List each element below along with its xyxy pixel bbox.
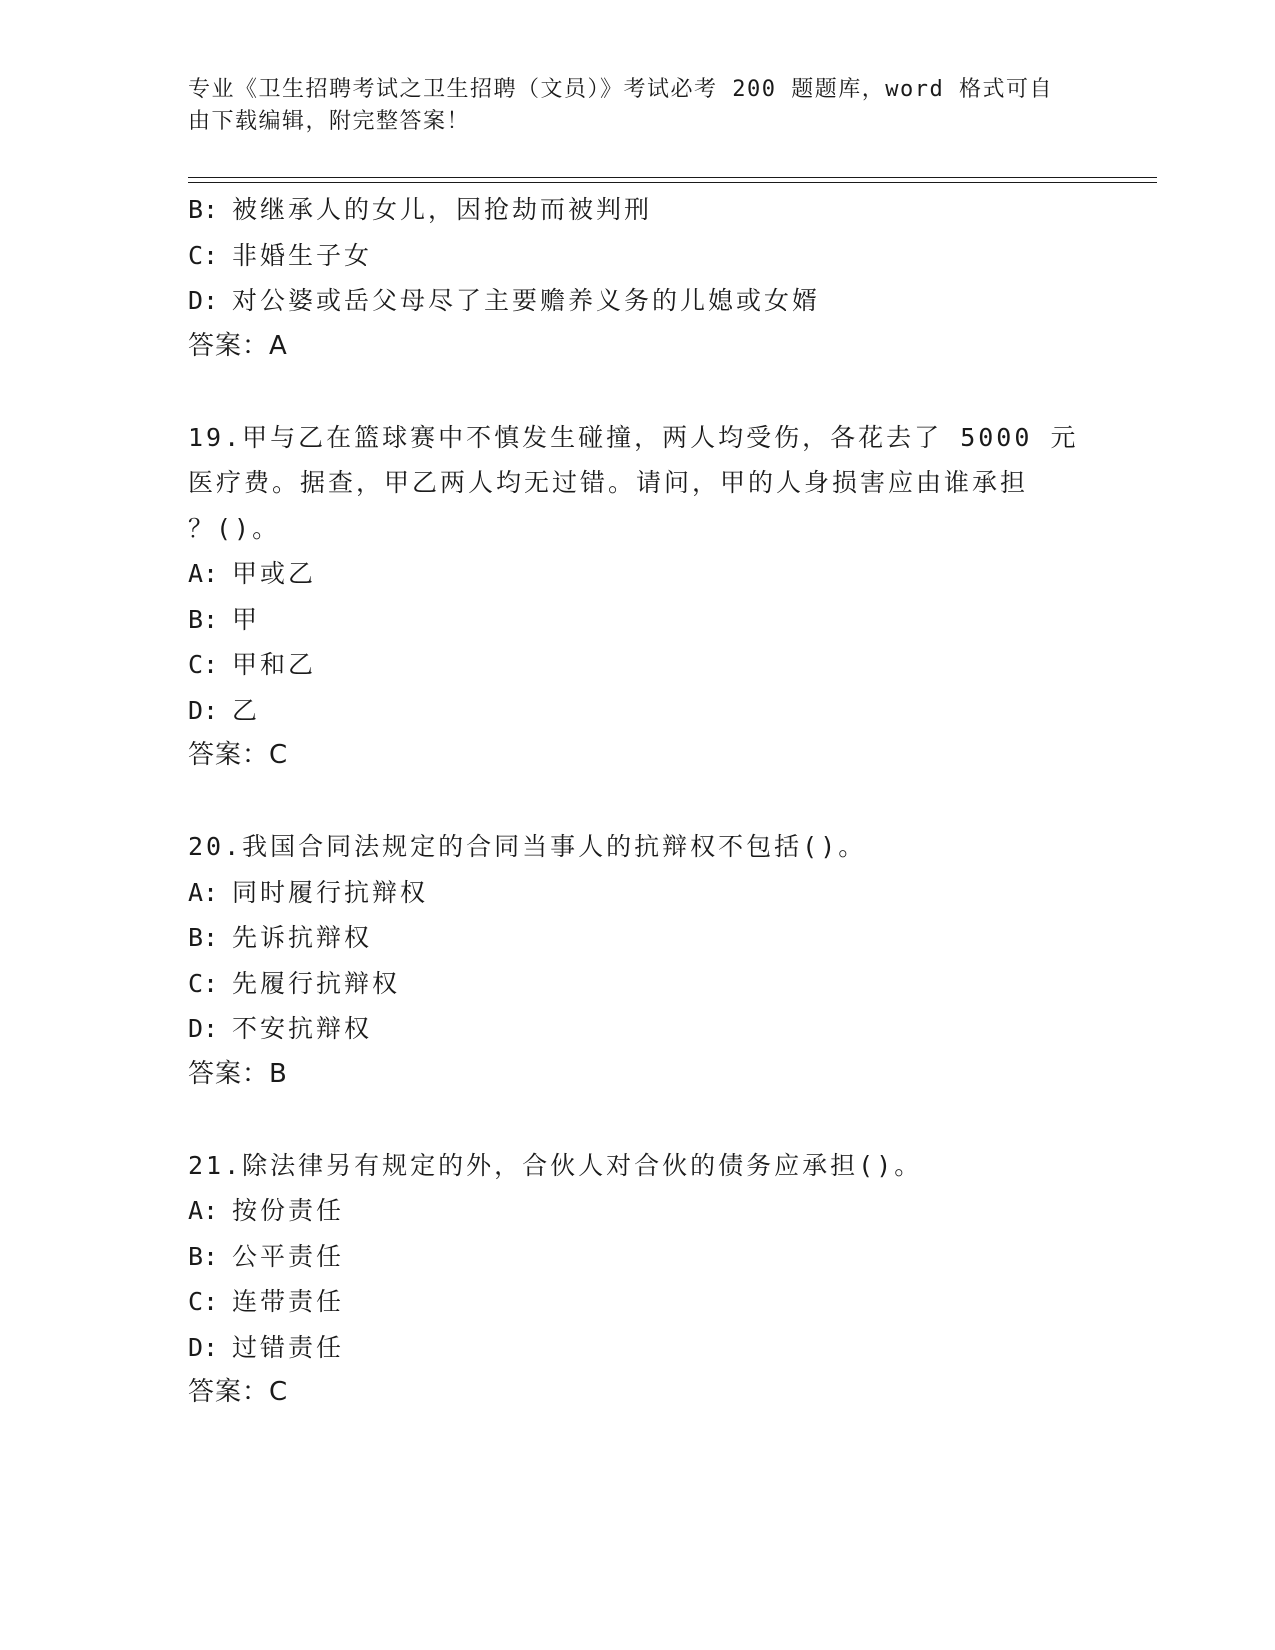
header-line-2: 由下载编辑，附完整答案！ — [188, 109, 471, 134]
option-text: 甲或乙 — [232, 559, 317, 588]
option-d — [188, 688, 1078, 734]
option-letter: A: — [188, 1196, 219, 1225]
option-letter: D: — [188, 286, 219, 315]
option-text: 非婚生子女 — [232, 240, 373, 270]
option-text: 不安抗辩权 — [232, 1014, 373, 1043]
question-text-line: 医疗费。据查，甲乙两人均无过错。请问，甲的人身损害应由谁承担 — [188, 468, 1029, 497]
option-c — [188, 642, 1078, 688]
spacer — [188, 1097, 1078, 1143]
header-line-1: 专业《卫生招聘考试之卫生招聘（文员）》考试必考 200 题题库，word 格式可自 — [188, 77, 1053, 102]
option-letter: B: — [188, 604, 219, 634]
option-text: 先诉抗辩权 — [232, 923, 373, 952]
option-d — [188, 278, 1078, 324]
question-content — [188, 187, 1078, 1416]
option-b — [188, 915, 1078, 961]
option-d — [188, 1325, 1078, 1371]
option-text: 连带责任 — [232, 1287, 345, 1316]
option-letter: B: — [188, 195, 219, 224]
option-letter: D: — [188, 1332, 219, 1362]
option-letter: A: — [188, 877, 219, 907]
option-c — [188, 233, 1078, 279]
option-a — [188, 1188, 1078, 1234]
option-letter: B: — [188, 923, 219, 952]
option-text: 甲和乙 — [232, 650, 317, 679]
option-letter: B: — [188, 1241, 219, 1271]
option-letter: C: — [188, 1287, 219, 1316]
option-a — [188, 870, 1078, 916]
prev-question-block — [188, 187, 1078, 369]
answer-line: 答案：B — [188, 1058, 288, 1089]
option-letter: C: — [188, 968, 219, 998]
option-d — [188, 1006, 1078, 1052]
document-header — [188, 74, 1068, 138]
option-c — [188, 961, 1078, 1007]
option-text: 被继承人的女儿，因抢劫而被判刑 — [232, 195, 653, 224]
option-text: 甲 — [232, 604, 261, 634]
option-text: 对公婆或岳父母尽了主要赡养义务的儿媳或女婿 — [232, 286, 821, 315]
answer-line: 答案：A — [188, 330, 288, 361]
spacer — [188, 369, 1078, 415]
option-b — [188, 187, 1078, 233]
option-text: 先履行抗辩权 — [232, 968, 401, 998]
question-text-line: ？()。 — [188, 513, 281, 543]
option-b — [188, 597, 1078, 643]
option-text: 过错责任 — [232, 1332, 345, 1362]
answer-line: 答案：C — [188, 740, 289, 770]
option-text: 公平责任 — [232, 1241, 345, 1271]
answer-line: 答案：C — [188, 1377, 289, 1407]
option-letter: C: — [188, 240, 219, 270]
question-text-line: 21.除法律另有规定的外，合伙人对合伙的债务应承担()。 — [188, 1150, 923, 1180]
option-text: 按份责任 — [232, 1196, 345, 1225]
question-21-block — [188, 1143, 1078, 1416]
option-c — [188, 1279, 1078, 1325]
question-text-line: 20.我国合同法规定的合同当事人的抗辩权不包括()。 — [188, 832, 867, 861]
option-letter: D: — [188, 695, 219, 725]
header-divider-top — [188, 177, 1157, 178]
spacer — [188, 779, 1078, 825]
question-19-block — [188, 415, 1078, 779]
option-text: 乙 — [232, 695, 261, 725]
option-b — [188, 1234, 1078, 1280]
option-text: 同时履行抗辩权 — [232, 877, 429, 907]
option-letter: D: — [188, 1014, 219, 1043]
option-letter: A: — [188, 559, 219, 588]
question-text-line: 19.甲与乙在篮球赛中不慎发生碰撞，两人均受伤，各花去了 5000 元 — [188, 422, 1079, 452]
option-letter: C: — [188, 650, 219, 679]
question-20-block — [188, 824, 1078, 1097]
header-divider-bottom — [188, 182, 1157, 183]
option-a — [188, 551, 1078, 597]
